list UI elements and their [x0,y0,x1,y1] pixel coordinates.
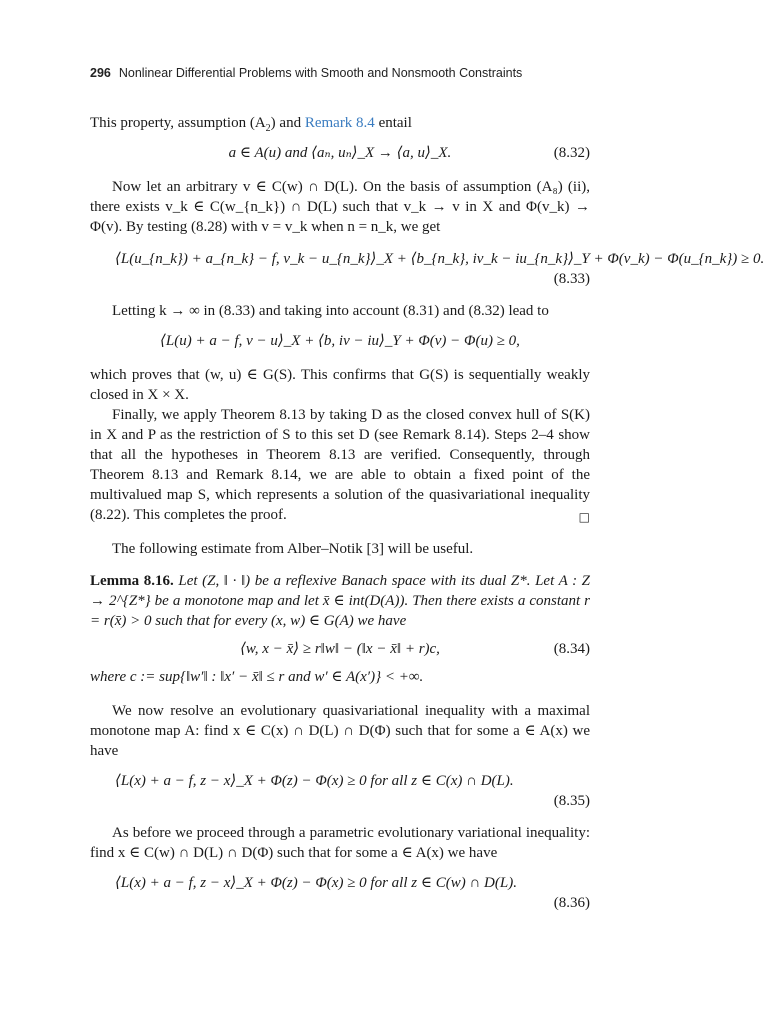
paragraph-7: We now resolve an evolutionary quasivariational inequality with a maximal monotone map A: find x ∈ C(x) ∩ D(L) ∩ D(Φ) such that for some a ∈ A(x) we have [90,703,590,759]
paragraph-1: This property, assumption $(A_2)$ and Remark 8.4 entail [90,115,412,134]
paragraph-6: The following estimate from Alber–Notik [3] will be useful. [112,541,474,557]
equation-8-32: a ∈ A(u) and ⟨aₙ, uₙ⟩_X → ⟨a, u⟩_X. (8.32) [228,145,590,161]
paragraph-5: Finally, we apply Theorem 8.13 by taking D as the closed convex hull of S(K) in X and P as the restriction of S to this set D (see Remark 8.14). Steps 2–4 show that all the hypotheses in Theorem 8.13 are verified. Consequently, through Theorem 8.13 and Remark 8.14, we are able to obtain a fixed point of the multivalued map S, which represents a solution of the quasivariational inequality (8.22). This completes the proof. □ [90,405,590,525]
paragraph-4: which proves that (w, u) ∈ G(S). This confirms that G(S) is sequentially weakly closed in X × X. [90,367,590,403]
paragraph-3: Letting k → ∞ in (8.33) and taking into account (8.31) and (8.32) lead to [112,303,549,319]
equation-8-33: ⟨L(u_{n_k}) + a_{n_k} − f, v_k − u_{n_k}⟩_X + ⟨b_{n_k}, iv_k − iu_{n_k}⟩_Y + Φ(v_k) − Φ(u_{n_k}) ≥ 0. (8.33) [115,251,764,287]
equation-8-35: ⟨L(x) + a − f, z − x⟩_X + Φ(z) − Φ(x) ≥ 0 for all z ∈ C(x) ∩ D(L). (8.35) [115,773,590,809]
link-remark-8-4[interactable]: Remark 8.4 [304,115,375,131]
equation-8-34: ⟨w, x − x̄⟩ ≥ r‖w‖ − (‖x − x̄‖ + r)c, (8.34) [240,641,590,657]
equation-number: (8.35) [553,793,590,809]
paragraph-8: As before we proceed through a parametric evolutionary variational inequality: find x ∈ C(w) ∩ D(L) ∩ D(Φ) such that for some a ∈ A(x) we have [90,825,590,861]
equation-number: (8.32) [553,145,590,161]
equation-unnumbered: ⟨L(u) + a − f, v − u⟩_X + ⟨b, iv − iu⟩_Y + Φ(v) − Φ(u) ≥ 0, [160,333,520,349]
running-title: Nonlinear Differential Problems with Smooth and Nonsmooth Constraints [118,66,523,80]
equation-8-36: ⟨L(x) + a − f, z − x⟩_X + Φ(z) − Φ(x) ≥ 0 for all z ∈ C(w) ∩ D(L). (8.36) [115,875,590,911]
running-header [90,66,522,80]
lemma-where-clause: where c := sup{‖w′‖ : ‖x′ − x̄‖ ≤ r and w′ ∈ A(x′)} < +∞. [90,669,424,685]
equation-number: (8.34) [553,641,590,657]
equation-number: (8.36) [553,895,590,911]
lemma-statement: Let (Z, ‖ · ‖) be a reflexive Banach space with its dual Z*. Let A : Z → 2^{Z*} be a monotone map and let x̄ ∈ int(D(A)). Then there exists a constant r = r(x̄) > 0 such that for every (x, w) ∈ G(A) we have [90,573,591,629]
paragraph-2: Now let an arbitrary v ∈ C(w) ∩ D(L). On the basis of assumption (A₈) (ii), there exists v_k ∈ C(w_{n_k}) ∩ D(L) such that v_k → v in X and Φ(v_k) → Φ(v). By testing (8.28) with v = v_k when n = n_k, we get [90,179,590,235]
qed-symbol: □ [578,510,590,524]
lemma-label: Lemma 8.16. [90,573,174,589]
lemma-8-16 [90,571,590,631]
page-body [90,113,764,913]
page-number: 296 [90,66,111,80]
equation-number: (8.33) [553,271,590,287]
